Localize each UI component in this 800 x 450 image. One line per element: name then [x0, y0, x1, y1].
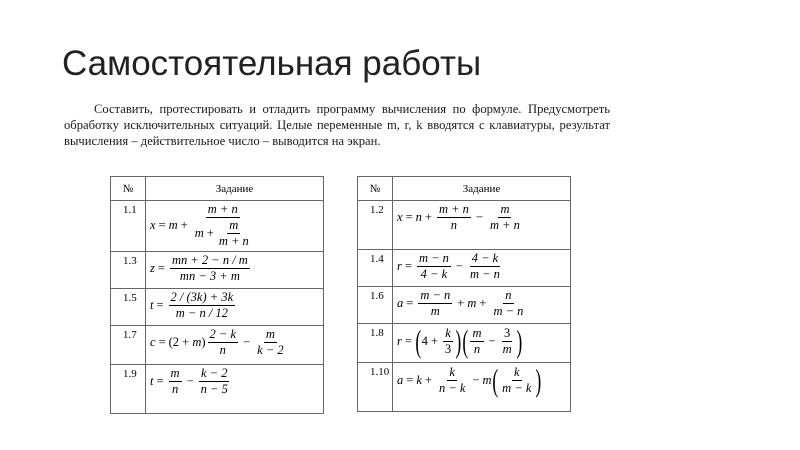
formula-1-4: r = $\frac{m - n}{4 - k}$ − $\frac{4 - k}{m - n}$ — [393, 250, 571, 287]
formula-1-2: x = n + $\frac{m + n}{n}$ − $\frac{m}{m + n}$ — [393, 201, 571, 250]
table-row — [111, 201, 324, 252]
formula-1-7: c = (2 + m ) $\frac{2 - k}{n}$ − $\frac{m}{k - 2}$ — [146, 326, 324, 365]
row-number: 1.7 — [111, 326, 146, 365]
row-number: 1.9 — [111, 365, 146, 414]
table-row — [358, 287, 571, 324]
table-row — [111, 326, 324, 365]
table-header-row — [358, 177, 571, 201]
task-description: Составить, протестировать и отладить программу вычисления по формуле. Предусмотреть обработку исключительных ситуаций. Целые переменные m, r, k вводятся с клавиатуры, результат вычисления – действительное число – выводится на экран. — [64, 102, 610, 148]
column-header-num: № — [111, 177, 146, 201]
column-header-task: Задание — [393, 177, 571, 201]
formula-1-3: z = $\frac{mn + 2 - n / m}{mn - 3 + m}$ — [146, 252, 324, 289]
formula-1-10: a = k + $\frac{k}{n - k}$ − m ( $\frac{k}{m - k}$ ) — [393, 363, 571, 412]
row-number: 1.8 — [358, 324, 393, 363]
formula-1-9: t = $\frac{m}{n}$ − $\frac{k - 2}{n - 5}$ — [146, 365, 324, 414]
row-number: 1.3 — [111, 252, 146, 289]
table-row — [111, 252, 324, 289]
formula-1-8: r = ( 4 + $\frac{k}{3}$ ) ( $\frac{m}{n}$ − $\frac{3}{m}$ ) — [393, 324, 571, 363]
formula-1-1: x = m + m + n m + $\frac{m}{m + n}$ — [146, 201, 324, 252]
column-header-task: Задание — [146, 177, 324, 201]
formula-1-5: t = $\frac{2 / (3k) + 3k}{m - n / 12}$ — [146, 289, 324, 326]
formula-1-6: a = $\frac{m - n}{m}$ + m + $\frac{n}{m - n}$ — [393, 287, 571, 324]
tasks-table-right — [357, 176, 571, 412]
column-header-num: № — [358, 177, 393, 201]
row-number: 1.5 — [111, 289, 146, 326]
table-row — [358, 324, 571, 363]
row-number: 1.4 — [358, 250, 393, 287]
row-number: 1.1 — [111, 201, 146, 252]
table-row — [358, 363, 571, 412]
table-row — [111, 289, 324, 326]
table-row — [358, 201, 571, 250]
tasks-table-left — [110, 176, 324, 414]
row-number: 1.10 — [358, 363, 393, 412]
row-number: 1.6 — [358, 287, 393, 324]
slide-title: Самостоятельная работы — [62, 44, 482, 83]
table-row — [358, 250, 571, 287]
row-number: 1.2 — [358, 201, 393, 250]
table-row — [111, 365, 324, 414]
table-header-row — [111, 177, 324, 201]
